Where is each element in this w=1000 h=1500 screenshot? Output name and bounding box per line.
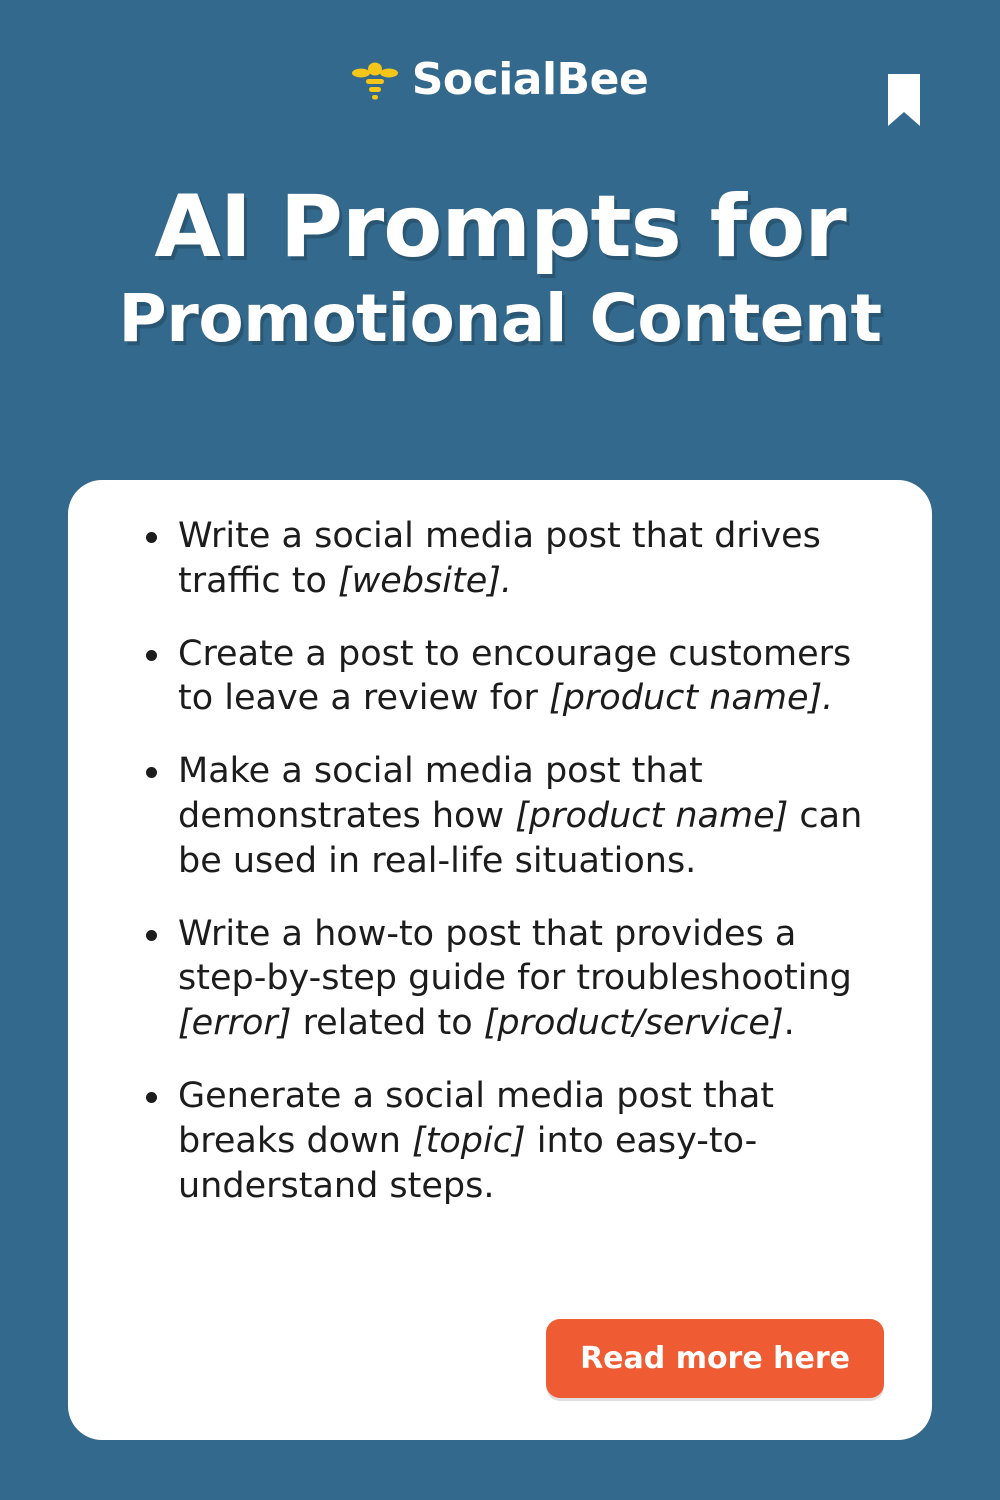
brand-name: SocialBee — [411, 54, 649, 105]
prompt-placeholder: [product name] — [515, 795, 789, 836]
prompt-text: Make a social media post that demonstrates how — [178, 751, 703, 836]
prompt-item — [114, 632, 886, 722]
prompts-list — [114, 514, 886, 1208]
prompt-placeholder: [error] — [178, 1003, 292, 1044]
prompt-placeholder: [product/service] — [483, 1003, 784, 1044]
read-more-button[interactable]: Read more here — [546, 1319, 884, 1398]
prompts-card — [68, 480, 932, 1440]
prompt-placeholder: [product name]. — [549, 678, 834, 719]
prompt-text: Write a how-to post that provides a step-by-step guide for troubleshooting — [178, 913, 852, 999]
prompt-text: into easy-to-understand steps. — [178, 1120, 758, 1206]
bee-icon — [352, 60, 398, 100]
prompt-text: Create a post to encourage customers to leave a review for — [178, 633, 852, 719]
prompt-item — [114, 912, 886, 1046]
page-title: AI Prompts for — [154, 177, 846, 277]
bookmark-icon[interactable] — [886, 72, 922, 128]
prompt-item — [114, 749, 886, 883]
page-subtitle: Promotional Content — [118, 280, 882, 357]
prompt-text: related to — [291, 1003, 484, 1044]
prompt-text: can be used in real-life situations. — [178, 795, 863, 881]
brand-logo — [352, 54, 649, 105]
prompt-item — [114, 514, 886, 604]
prompt-text: Write a social media post that drives traffic to — [178, 516, 821, 601]
prompt-text: . — [783, 1003, 795, 1044]
prompt-text: Generate a social media post that breaks down — [178, 1075, 775, 1161]
title-block — [0, 177, 1000, 357]
prompt-placeholder: [topic] — [412, 1120, 526, 1161]
prompt-item — [114, 1074, 886, 1208]
prompt-placeholder: [website]. — [338, 560, 513, 601]
header — [0, 0, 1000, 160]
